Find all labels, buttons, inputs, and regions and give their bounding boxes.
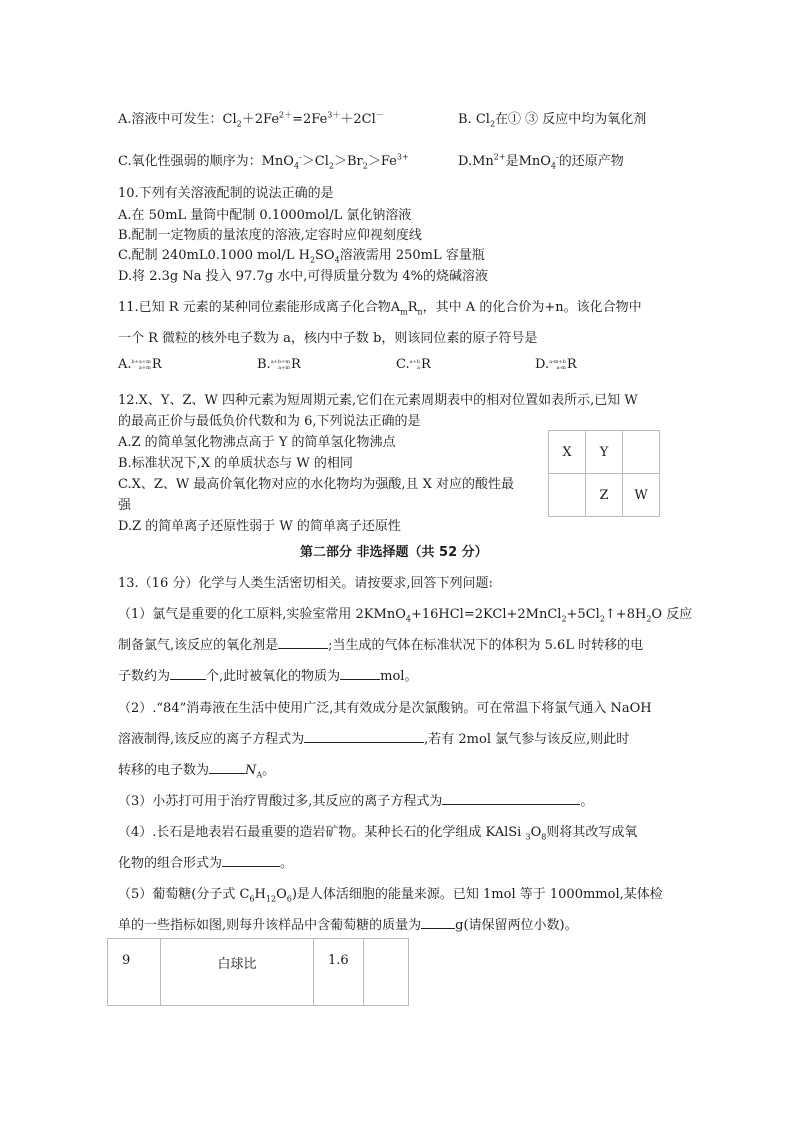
table-row (108, 939, 409, 1006)
q13-part5-line1: （5）葡萄糖(分子式 $C_6H_{12}O_6$)是人体活细胞的能量来源。已知 1mol 等于 1000mmol,某体检 (118, 887, 663, 904)
q12-option-d: D.Z 的简单离子还原性弱于 W 的简单离子还原性 (118, 519, 401, 534)
periodic-table-excerpt (548, 430, 660, 517)
section-heading: 第二部分 非选择题（共 52 分） (300, 545, 488, 560)
q12-line1: 12.X、Y、Z、W 四种元素为短周期元素,它们在元素周期表中的相对位置如表所示,已知 W (118, 393, 638, 408)
q12-line2: 的最高正价与最低负价代数和为 6,下列说法正确的是 (118, 414, 421, 429)
answer-blank[interactable] (442, 792, 580, 805)
item-unit (364, 939, 409, 1006)
q12-option-b: B.标准状况下,X 的单质状态与 W 的相同 (118, 456, 353, 471)
q13-part2-line3: 转移的电子数为 $N_A$。 (118, 763, 276, 780)
periodic-row (549, 431, 660, 474)
q13-part3: （3）小苏打可用于治疗胃酸过多,其反应的离子方程式为 。 (118, 794, 594, 809)
q10-option-b: B.配制一定物质的量浓度的溶液,定容时应仰视刻度线 (118, 228, 422, 243)
item-name: 白球比 (161, 939, 314, 1006)
answer-blank[interactable] (340, 667, 380, 680)
q13-part2-line1: （2）.“84”消毒液在生活中使用广泛,其有效成分是次氯酸钠。可在常温下将氯气通入 NaOH (118, 701, 652, 716)
cell-x: X (549, 431, 586, 474)
answer-blank[interactable] (222, 854, 280, 867)
item-value: 1.6 (314, 939, 364, 1006)
q11-option-d: D.a-m+b a-mR (535, 357, 577, 372)
q9-option-c: C.氧化性强弱的顺序为：$MnO_4^->Cl_2>Br_2>Fe^{3+}$ (118, 152, 409, 171)
q13-part1-line3: 子数约为 个,此时被氧化的物质为 mol。 (118, 669, 418, 684)
cell-empty (549, 474, 586, 517)
q11-option-a: A.b+a+m a+mR (118, 357, 162, 372)
q13-part2-line2: 溶液制得,该反应的离子方程式为 ,若有 2mol 氯气参与该反应,则此时 (118, 732, 630, 747)
q13-part1-line2: 制备氯气,该反应的氧化剂是 ;当生成的气体在标准状况下的体积为 5.6L 时转移的电 (118, 638, 644, 653)
q11-option-b: B.a+b+m a+mR (257, 357, 301, 372)
answer-blank[interactable] (304, 730, 424, 743)
q13-part1-line1: （1）氯气是重要的化工原料,实验室常用 $2KMnO_4+16HCl=2KCl+2MnCl_2+5Cl_2↑+8H_2O$ 反应 (118, 607, 693, 624)
q10-option-a: A.在 50mL 量筒中配制 0.1000mol/L 氯化钠溶液 (118, 208, 412, 223)
periodic-row (549, 474, 660, 517)
q10-option-d: D.将 2.3g Na 投入 97.7g 水中,可得质量分数为 4%的烧碱溶液 (118, 269, 489, 284)
row-number: 9 (108, 939, 161, 1006)
answer-blank[interactable] (170, 667, 206, 680)
cell-z: Z (586, 474, 623, 517)
q9-option-b: B. $Cl_2$在① ③ 反应中均为氧化剂 (458, 112, 647, 129)
q12-option-c-line2: 强 (118, 498, 132, 513)
q11-line1: 11.已知 R 元素的某种同位素能形成离子化合物$A_mR_n$，其中 A 的化合价为+n。该化合物中 (118, 300, 642, 317)
q10-stem: 10.下列有关溶液配制的说法正确的是 (118, 186, 334, 201)
q13-stem: 13.（16 分）化学与人类生活密切相关。请按要求,回答下列问题: (118, 576, 493, 591)
q9-option-d: $D.Mn^{2+}$是MnO$_4$-的还原产物 (458, 152, 624, 171)
cell-w: W (623, 474, 660, 517)
q9-option-a: A.溶液中可发生：$Cl_2+2Fe^{2+}=2Fe^{3+}+2Cl^-$ (118, 110, 384, 129)
q11-line2: 一个 R 微粒的核外电子数为 a，核内中子数 b，则该同位素的原子符号是 (118, 331, 538, 346)
answer-blank[interactable] (421, 916, 455, 929)
q12-option-c-line1: C.X、Z、W 最高价氧化物对应的水化物均为强酸,且 X 对应的酸性最 (118, 477, 515, 492)
q10-option-c: C.配制 240mL0.1000 mol/L $H_2SO_4$溶液需用 250mL 容量瓶 (118, 248, 485, 265)
cell-y: Y (586, 431, 623, 474)
q13-part4-line1: （4）.长石是地表岩石最重要的造岩矿物。某种长石的化学组成 KAlSi $_3O_8$则将其改写成氧 (118, 825, 638, 842)
q13-part4-line2: 化物的组合形式为 。 (118, 856, 294, 871)
answer-blank[interactable] (278, 636, 328, 649)
q13-part5-line2: 单的一些指标如图,则每升该样品中含葡萄糖的质量为 g(请保留两位小数)。 (118, 918, 578, 933)
answer-blank[interactable] (209, 761, 245, 774)
medical-report-table (107, 938, 409, 1006)
q12-option-a: A.Z 的简单氢化物沸点高于 Y 的简单氢化物沸点 (118, 435, 396, 450)
q11-option-c: C.a+b aR (396, 357, 431, 372)
cell-empty (623, 431, 660, 474)
